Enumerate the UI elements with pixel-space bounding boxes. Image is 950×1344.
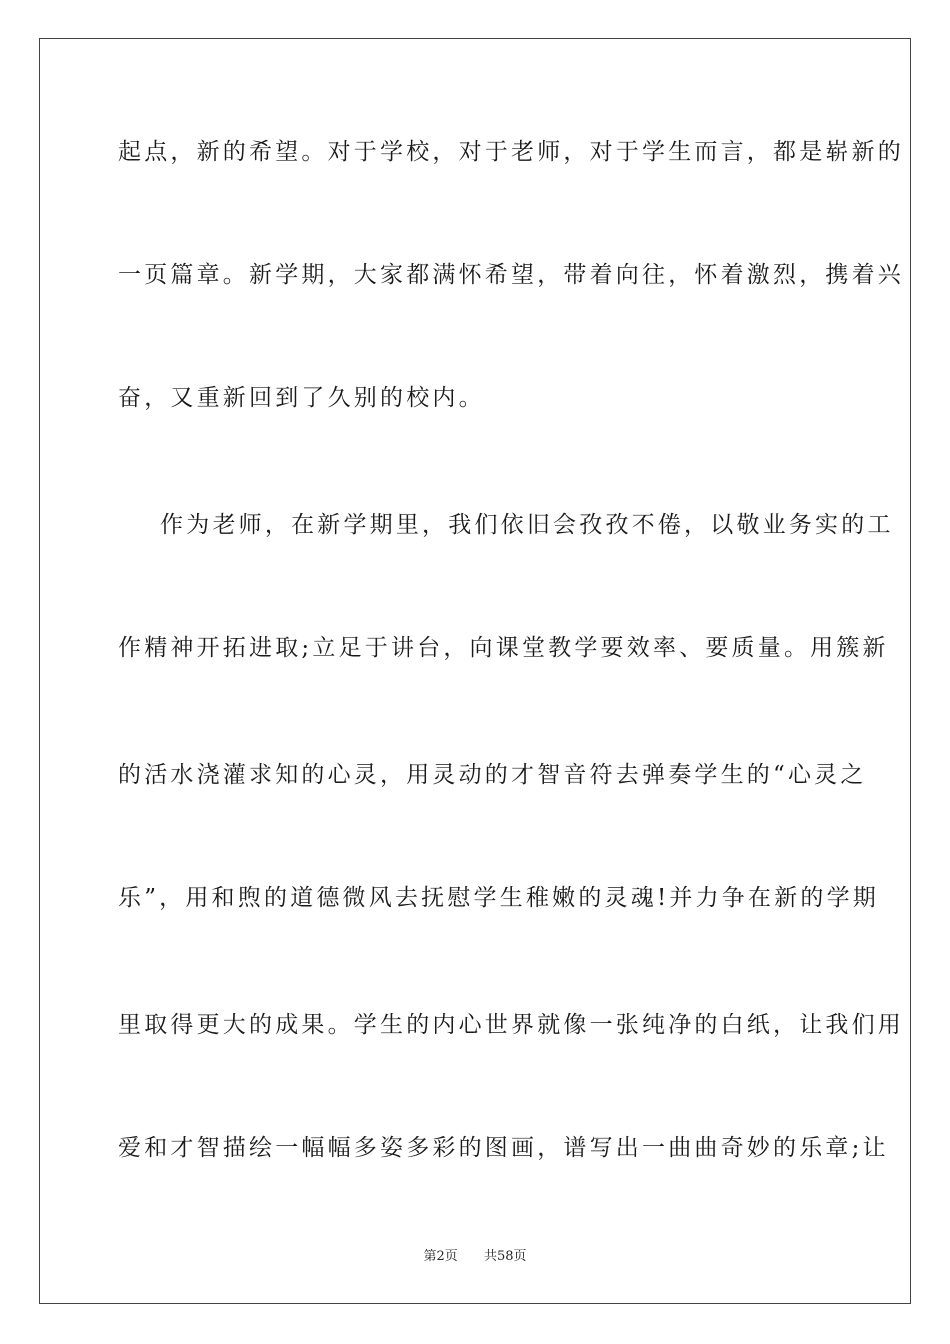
page-border: [39, 38, 911, 1304]
page-footer: [0, 1248, 950, 1266]
text-line: 奋，又重新回到了久别的校内。: [118, 385, 485, 411]
text-line: 里取得更大的成果。学生的内心世界就像一张纯净的白纸，让我们用: [118, 1012, 904, 1038]
text-line: 起点，新的希望。对于学校，对于老师，对于学生而言，都是崭新的: [118, 139, 904, 165]
text-line: 作精神开拓进取;立足于讲台，向课堂教学要效率、要质量。用簇新: [118, 635, 889, 661]
text-line: 作为老师，在新学期里，我们依旧会孜孜不倦，以敬业务实的工: [118, 512, 894, 538]
page-number: 第2页: [423, 1249, 458, 1264]
text-line: 一页篇章。新学期，大家都满怀希望，带着向往，怀着激烈，携着兴: [118, 262, 904, 288]
page-total: 共58页: [484, 1249, 527, 1264]
text-line: 爱和才智描绘一幅幅多姿多彩的图画，谱写出一曲曲奇妙的乐章;让: [118, 1135, 889, 1161]
text-line: 的活水浇灌求知的心灵，用灵动的才智音符去弹奏学生的“心灵之: [118, 762, 867, 788]
text-line: 乐”，用和煦的道德微风去抚慰学生稚嫩的灵魂!并力争在新的学期: [118, 885, 880, 911]
